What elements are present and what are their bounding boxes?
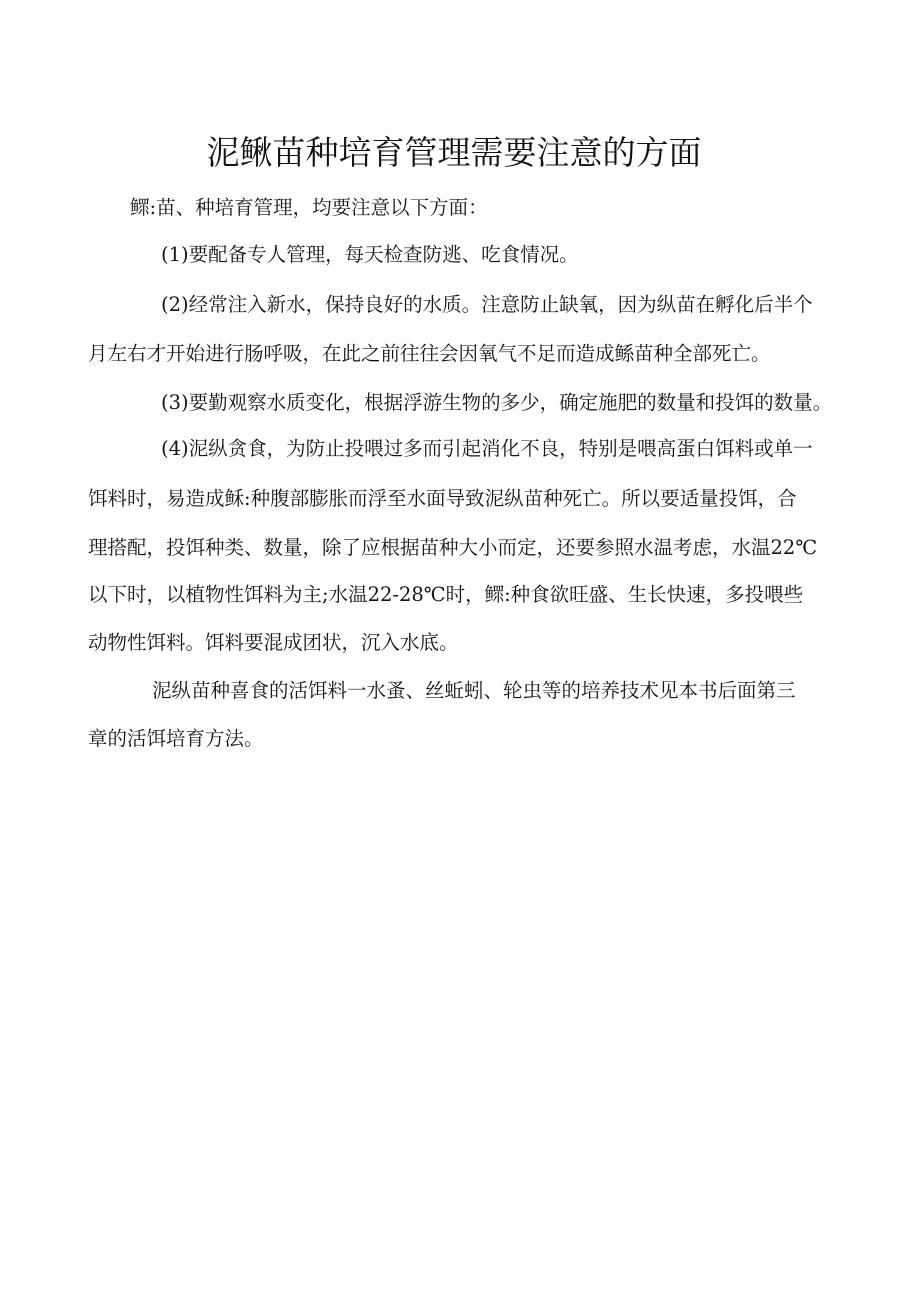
item-3-line: (3)要勤观察水质变化，根据浮游生物的多少，确定施肥的数量和投饵的数量。 xyxy=(161,391,833,414)
item-2-line-1: (2)经常注入新水，保持良好的水质。注意防止缺氧，因为纵苗在孵化后半个 xyxy=(161,293,813,316)
item-4-line-1: (4)泥纵贪食，为防止投喂过多而引起消化不良，特别是喂高蛋白饵料或单一 xyxy=(161,437,813,460)
closing-line-1: 泥纵苗种喜食的活饵料一水蚤、丝蚯蚓、轮虫等的培养技术见本书后面第三 xyxy=(152,679,796,702)
item-1-line: (1)要配备专人管理，每天检查防逃、吃食情况。 xyxy=(161,243,579,266)
item-2-line-2: 月左右才开始进行肠呼吸，在此之前往往会因氧气不足而造成鲧苗种全部死亡。 xyxy=(88,342,771,365)
item-4-line-2: 饵料时，易造成稣:种腹部膨胀而浮至水面导致泥纵苗种死亡。所以要适量投饵，合 xyxy=(88,487,797,510)
closing-line-2: 章的活饵培育方法。 xyxy=(88,727,264,750)
item-4-line-4: 以下时，以植物性饵料为主;水温22-28℃时，鳏:种食欲旺盛、生长快速，多投喂些 xyxy=(88,583,804,606)
item-4-line-5: 动物性饵料。饵料要混成团状，沉入水底。 xyxy=(88,631,459,654)
item-4-line-3: 理搭配，投饵种类、数量，除了应根据苗种大小而定，还要参照水温考虑，水温22℃ xyxy=(88,536,818,559)
intro-line: 鳏:苗、种培育管理，均要注意以下方面： xyxy=(130,196,488,219)
document-title: 泥鳅苗种培育管理需要注意的方面 xyxy=(206,133,702,172)
